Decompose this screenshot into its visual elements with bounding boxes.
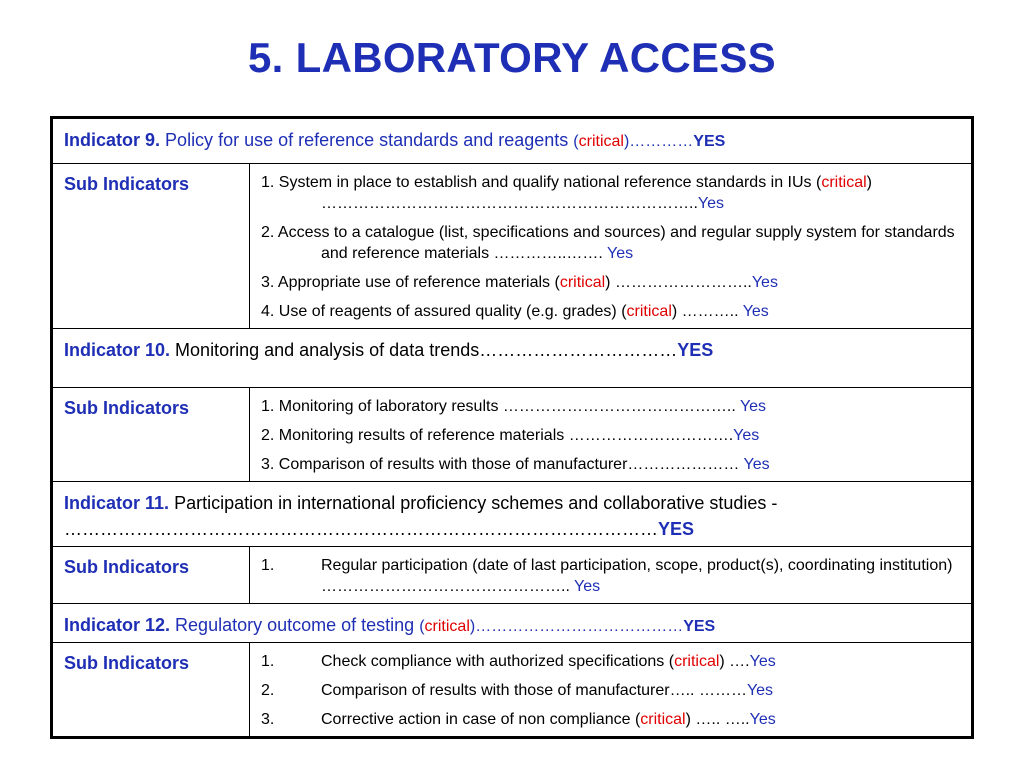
answer-yes: Yes [743, 456, 770, 473]
sub-indicator-item: 4. Use of reagents of assured quality (e.g. grades) (critical) ……….. Yes [261, 303, 769, 320]
critical-tag: critical [640, 711, 686, 728]
indicator-9-result: YES [693, 133, 726, 150]
sub-indicator-item: 2. Monitoring results of reference materials ………………………….Yes [261, 427, 760, 444]
sub-indicators-label: Sub Indicators [52, 164, 250, 329]
answer-yes: Yes [749, 711, 776, 728]
sub-indicators-list [250, 388, 973, 482]
indicator-12-cell: Indicator 12. Regulatory outcome of testing (critical)…………………………………YES [52, 604, 973, 643]
critical-tag: critical [559, 274, 606, 291]
indicator-12-sub-row [52, 643, 973, 738]
answer-yes: Yes [749, 653, 776, 670]
indicator-12-label: Indicator 12. [64, 615, 171, 635]
sub-indicators-label: Sub Indicators [52, 547, 250, 604]
sub-indicators-list [250, 164, 973, 329]
indicator-12-result: YES [683, 618, 716, 635]
sub-indicators-label: Sub Indicators [52, 388, 250, 482]
indicator-9-row [52, 118, 973, 164]
indicator-9-label: Indicator 9. [64, 130, 161, 150]
answer-yes: Yes [751, 274, 778, 291]
sub-indicator-item: 3. Corrective action in case of non compliance (critical) ….. …..Yes [261, 711, 776, 728]
critical-tag: critical [674, 653, 720, 670]
sub-indicator-item: 1. System in place to establish and qualify national reference standards in IUs (critical) ……………………………………………………………..Yes [261, 174, 872, 212]
sub-indicators-list [250, 547, 973, 604]
indicator-10-sub-row [52, 388, 973, 482]
answer-yes: Yes [746, 682, 774, 699]
indicator-10-label: Indicator 10. [64, 340, 171, 360]
answer-yes: Yes [574, 578, 601, 595]
indicator-12-text: Regulatory outcome of testing [175, 615, 415, 635]
indicator-12-row [52, 604, 973, 643]
indicator-11-result: YES [658, 519, 695, 539]
page-title: 5. LABORATORY ACCESS [248, 34, 776, 81]
indicator-11-cell [52, 482, 973, 547]
indicator-9-text: Policy for use of reference standards and reagents [165, 130, 569, 150]
indicator-11-sub-row [52, 547, 973, 604]
indicator-11-row [52, 482, 973, 547]
answer-yes: Yes [607, 245, 634, 262]
sub-indicator-item: 2. Access to a catalogue (list, specifications and sources) and regular supply system for standards and reference materials …………..……. Yes [261, 224, 955, 262]
sub-indicator-item: 3. Comparison of results with those of manufacturer………………… Yes [261, 456, 770, 473]
sub-indicators-list [250, 643, 973, 738]
sub-indicator-item: 1. Check compliance with authorized specifications (critical) ….Yes [261, 653, 776, 670]
sub-indicator-item: 1. Monitoring of laboratory results …………………………………….. Yes [261, 398, 767, 415]
sub-indicator-item: 1. Regular participation (date of last participation, scope, product(s), coordinating institution) ……………………………………….. Yes [261, 557, 953, 595]
answer-yes: Yes [739, 398, 767, 415]
sub-indicators-label: Sub Indicators [52, 643, 250, 738]
answer-yes: Yes [733, 427, 760, 444]
critical-tag: critical [626, 303, 672, 320]
indicator-10-cell [52, 329, 973, 388]
indicator-9-cell: Indicator 9. Policy for use of reference standards and reagents (critical)…………YES [52, 118, 973, 164]
indicator-11-text: Participation in international proficiency schemes and collaborative studies - ……………………………………………………………………………………… [64, 493, 778, 539]
answer-yes: Yes [697, 195, 724, 212]
indicator-9-sub-row [52, 164, 973, 329]
critical-tag: critical [821, 174, 867, 191]
sub-indicator-item: 3. Appropriate use of reference materials (critical) ……………………..Yes [261, 274, 778, 291]
indicator-11-label: Indicator 11. [64, 493, 170, 513]
critical-tag: critical [578, 133, 624, 150]
indicator-table [50, 116, 974, 739]
answer-yes: Yes [742, 303, 769, 320]
critical-tag: critical [424, 618, 470, 635]
sub-indicator-item: 2. Comparison of results with those of manufacturer….. ………Yes [261, 682, 774, 699]
indicator-10-row [52, 329, 973, 388]
indicator-10-result: YES [677, 340, 714, 360]
indicator-10-text: Monitoring and analysis of data trends…………………………… [175, 340, 678, 360]
